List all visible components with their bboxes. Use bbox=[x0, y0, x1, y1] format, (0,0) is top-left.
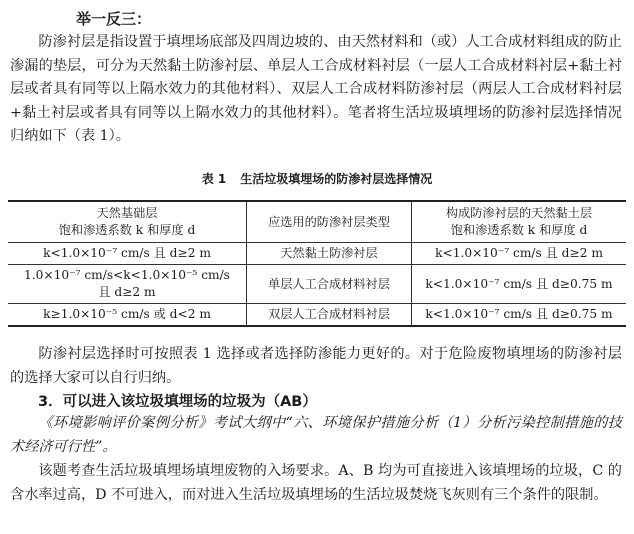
header-natural-base-line1: 天然基础层 bbox=[96, 206, 158, 220]
table-header-row bbox=[8, 201, 626, 243]
table-cell-line2: 且 d≥2 m bbox=[98, 285, 156, 299]
syllabus-paragraph: 《环境影响评价案例分析》考试大纲中“六、环境保护措施分析（1）分析污染控制措施的技术经济可行性”。 bbox=[10, 415, 622, 455]
analysis-paragraph: 该题考查生活垃圾填埋场填埋废物的入场要求。A、B 均为可直接进入该填埋场的垃圾，C 的含水率过高，D 不可进入，而对进入生活垃圾填埋场的生活垃圾焚烧飞灰则有三个条件的限制。 bbox=[10, 463, 622, 503]
table-cell: 单层人工合成材料衬层 bbox=[247, 265, 412, 304]
header-clay-layer-line2: 饱和渗透系数 k 和厚度 d bbox=[450, 223, 588, 237]
table-row bbox=[8, 304, 626, 327]
intro-paragraph: 防渗衬层是指设置于填埋场底部及四周边坡的、由天然材料和（或）人工合成材料组成的防止渗漏的垫层，可分为天然黏土防渗衬层、单层人工合成材料衬层（一层人工合成材料衬层+黏土衬层或者具有同等以上隔水效力的其他材料）、双层人工合成材料防渗衬层（两层人工合成材料衬层+黏土衬层或者具有同等以上隔水效力的其他材料）。笔者将生活垃圾填埋场的防渗衬层选择情况归纳如下（表 1）。 bbox=[10, 34, 622, 145]
table-row bbox=[8, 265, 626, 304]
header-natural-base bbox=[8, 201, 247, 243]
table-row bbox=[8, 243, 626, 265]
liner-selection-table bbox=[8, 200, 626, 327]
table-cell-line1: 1.0×10⁻⁷ cm/s<k<1.0×10⁻⁵ cm/s bbox=[24, 268, 230, 282]
table-cell: k<1.0×10⁻⁷ cm/s 且 d≥0.75 m bbox=[412, 265, 627, 304]
table-cell: k≥1.0×10⁻⁵ cm/s 或 d<2 m bbox=[8, 304, 247, 327]
table-caption-number: 表 1 bbox=[201, 172, 227, 186]
table-note-paragraph: 防渗衬层选择时可按照表 1 选择或者选择防渗能力更好的。对于危险废物填埋场的防渗衬层的选择大家可以自行归纳。 bbox=[10, 346, 622, 386]
table-cell: k<1.0×10⁻⁷ cm/s 且 d≥2 m bbox=[412, 243, 627, 265]
table-caption-title: 生活垃圾填埋场的防渗衬层选择情况 bbox=[240, 172, 433, 186]
header-clay-layer-line1: 构成防渗衬层的天然黏土层 bbox=[445, 206, 593, 220]
header-liner-type: 应选用的防渗衬层类型 bbox=[247, 201, 412, 243]
question-heading: 3．可以进入该垃圾填埋场的垃圾为（AB） bbox=[38, 394, 317, 410]
table-cell: 双层人工合成材料衬层 bbox=[247, 304, 412, 327]
section-heading: 举一反三： bbox=[76, 10, 152, 28]
table-cell bbox=[8, 265, 247, 304]
header-clay-layer bbox=[412, 201, 627, 243]
header-natural-base-line2: 饱和渗透系数 k 和厚度 d bbox=[58, 223, 196, 237]
table-caption bbox=[0, 170, 634, 187]
table-cell: k<1.0×10⁻⁷ cm/s 且 d≥2 m bbox=[8, 243, 247, 265]
table-cell: 天然黏土防渗衬层 bbox=[247, 243, 412, 265]
table-cell: k<1.0×10⁻⁷ cm/s 且 d≥0.75 m bbox=[412, 304, 627, 327]
